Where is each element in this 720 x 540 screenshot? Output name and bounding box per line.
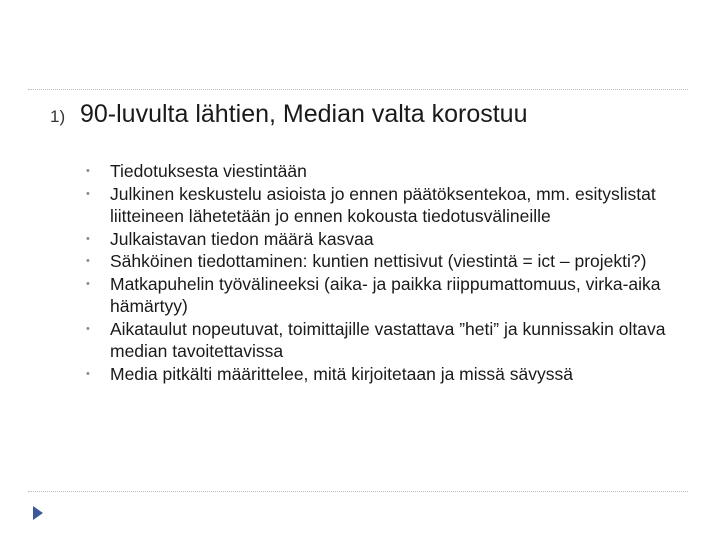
slide-heading [50, 100, 690, 129]
bullet-dot-icon: • [86, 322, 90, 335]
list-item [86, 318, 676, 363]
list-item [86, 363, 676, 386]
bullet-text: Sähköinen tiedottaminen: kuntien nettisivut (viestintä = ict – projekti?) [110, 251, 647, 271]
bullet-dot-icon: • [86, 255, 90, 267]
heading-number: 1) [50, 107, 66, 126]
bullet-text: Aikataulut nopeutuvat, toimittajille vastattava ”heti” ja kunnissakin oltava median tavoitettavissa [110, 318, 666, 361]
bullet-dot-icon: • [86, 277, 90, 290]
bullet-dot-icon: • [86, 165, 90, 177]
bullet-dot-icon: • [86, 187, 90, 200]
list-item [86, 160, 676, 183]
list-item [86, 183, 676, 228]
list-item [86, 228, 676, 251]
bullet-dot-icon: • [86, 367, 90, 380]
bullet-dot-icon: • [86, 232, 90, 245]
bullet-text: Julkinen keskustelu asioista jo ennen päätöksentekoa, mm. esityslistat liitteineen lähetetään jo ennen kokousta tiedotusvälineille [110, 183, 656, 226]
bottom-divider [28, 491, 688, 492]
top-divider [28, 89, 688, 90]
bullet-text: Julkaistavan tiedon määrä kasvaa [110, 228, 374, 249]
bullet-list [86, 160, 676, 385]
bullet-text: Matkapuhelin työvälineeksi (aika- ja paikka riippumattomuus, virka-aika hämärtyy) [110, 273, 661, 316]
heading-text: 90-luvulta lähtien, Median valta korostuu [80, 100, 528, 128]
slide-nav-triangle-icon[interactable] [32, 505, 44, 526]
bullet-text: Tiedotuksesta viestintään [110, 161, 307, 181]
bullet-text: Media pitkälti määrittelee, mitä kirjoitetaan ja missä sävyssä [110, 363, 573, 384]
list-item [86, 250, 676, 273]
list-item [86, 273, 676, 318]
